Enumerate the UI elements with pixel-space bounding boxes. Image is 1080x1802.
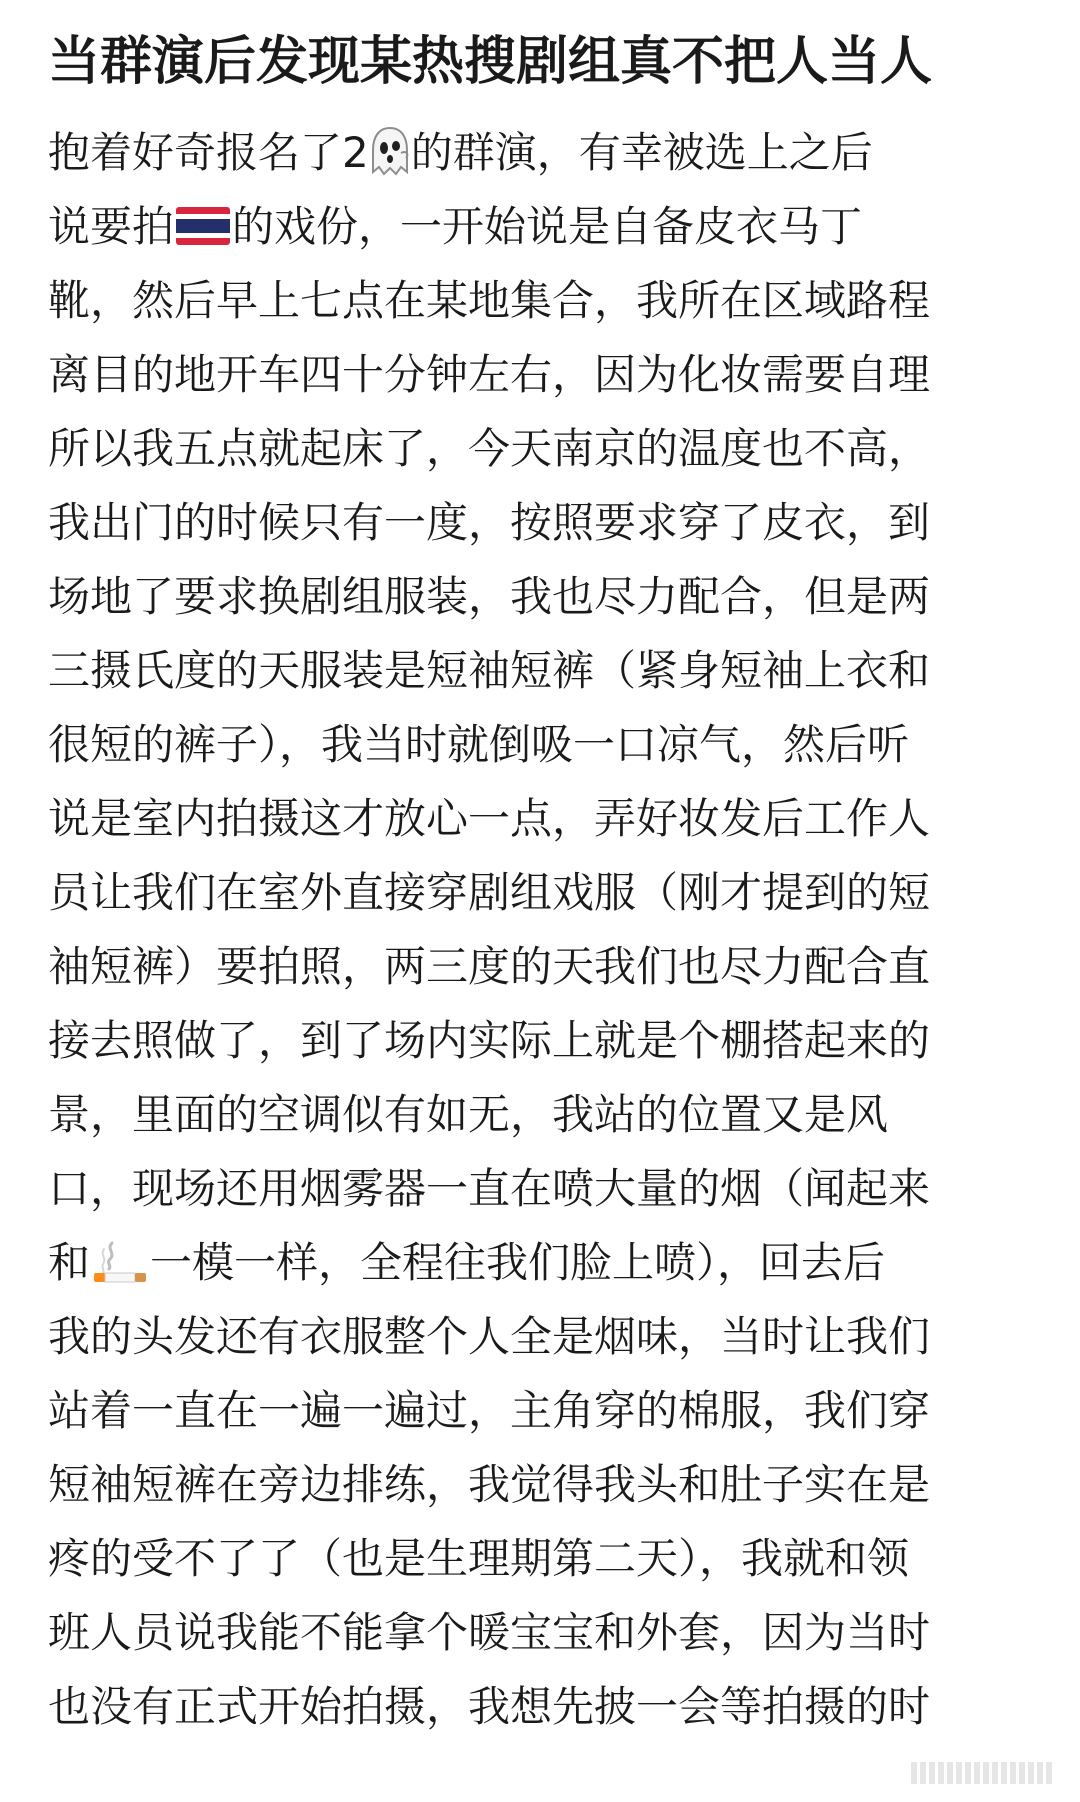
body-text: 一模一样，全程往我们脸上喷），回去后 [150,1238,886,1287]
body-line [48,412,1048,486]
body-line [48,1522,1048,1596]
body-text: 所以我五点就起床了，今天南京的温度也不高， [48,424,931,473]
body-text: 三摄氏度的天服装是短袖短裤（紧身短袖上衣和 [48,646,931,695]
body-text: 我的头发还有衣服整个人全是烟味，当时让我们 [48,1312,931,1361]
post-body [48,116,1048,1744]
body-text: 我出门的时候只有一度，按照要求穿了皮衣，到 [48,498,931,547]
body-text: 景，里面的空调似有如无，我站的位置又是风 [48,1090,889,1139]
body-line [48,708,1048,782]
body-text: 和 [48,1238,91,1287]
body-line [48,782,1048,856]
body-line [48,1004,1048,1078]
body-text: 说要拍 [48,202,175,251]
body-line [48,338,1048,412]
body-line [48,116,1048,190]
body-line [48,1300,1048,1374]
body-line [48,264,1048,338]
cigarette-icon [92,1237,148,1287]
thailand-flag-icon [176,207,230,245]
body-line [48,1374,1048,1448]
body-line [48,1448,1048,1522]
body-text: 很短的裤子），我当时就倒吸一口凉气，然后听 [48,720,910,769]
post-title: 当群演后发现某热搜剧组真不把人当人 [48,32,933,92]
body-text: 也没有正式开始拍摄，我想先披一会等拍摄的时 [48,1682,931,1731]
body-line [48,1670,1048,1744]
body-text: 站着一直在一遍一遍过，主角穿的棉服，我们穿 [48,1386,931,1435]
body-line [48,486,1048,560]
body-line [48,930,1048,1004]
body-text: 的群演，有幸被选上之后 [410,128,873,177]
watermark-barcode [911,1762,1052,1784]
body-line [48,634,1048,708]
body-text: 班人员说我能不能拿个暖宝宝和外套，因为当时 [48,1608,931,1657]
body-text: 说是室内拍摄这才放心一点，弄好妆发后工作人 [48,794,931,843]
ghost-icon [369,126,411,178]
body-text: 接去照做了，到了场内实际上就是个棚搭起来的 [48,1016,931,1065]
body-text: 短袖短裤在旁边排练，我觉得我头和肚子实在是 [48,1460,931,1509]
body-line [48,1596,1048,1670]
body-text: 口，现场还用烟雾器一直在喷大量的烟（闻起来 [48,1164,931,1213]
body-line [48,1152,1048,1226]
body-text: 离目的地开车四十分钟左右，因为化妆需要自理 [48,350,931,399]
body-line [48,560,1048,634]
body-line [48,856,1048,930]
body-text: 疼的受不了了（也是生理期第二天），我就和领 [48,1534,910,1583]
body-text: 场地了要求换剧组服装，我也尽力配合，但是两 [48,572,931,621]
body-text: 员让我们在室外直接穿剧组戏服（刚才提到的短 [48,868,931,917]
body-text: 的戏份，一开始说是自备皮衣马丁 [232,202,863,251]
body-line [48,1078,1048,1152]
body-text: 靴，然后早上七点在某地集合，我所在区域路程 [48,276,931,325]
body-line [48,190,1048,264]
body-text: 抱着好奇报名了2 [48,128,369,177]
body-line [48,1226,1048,1300]
body-text: 袖短裤）要拍照，两三度的天我们也尽力配合直 [48,942,931,991]
